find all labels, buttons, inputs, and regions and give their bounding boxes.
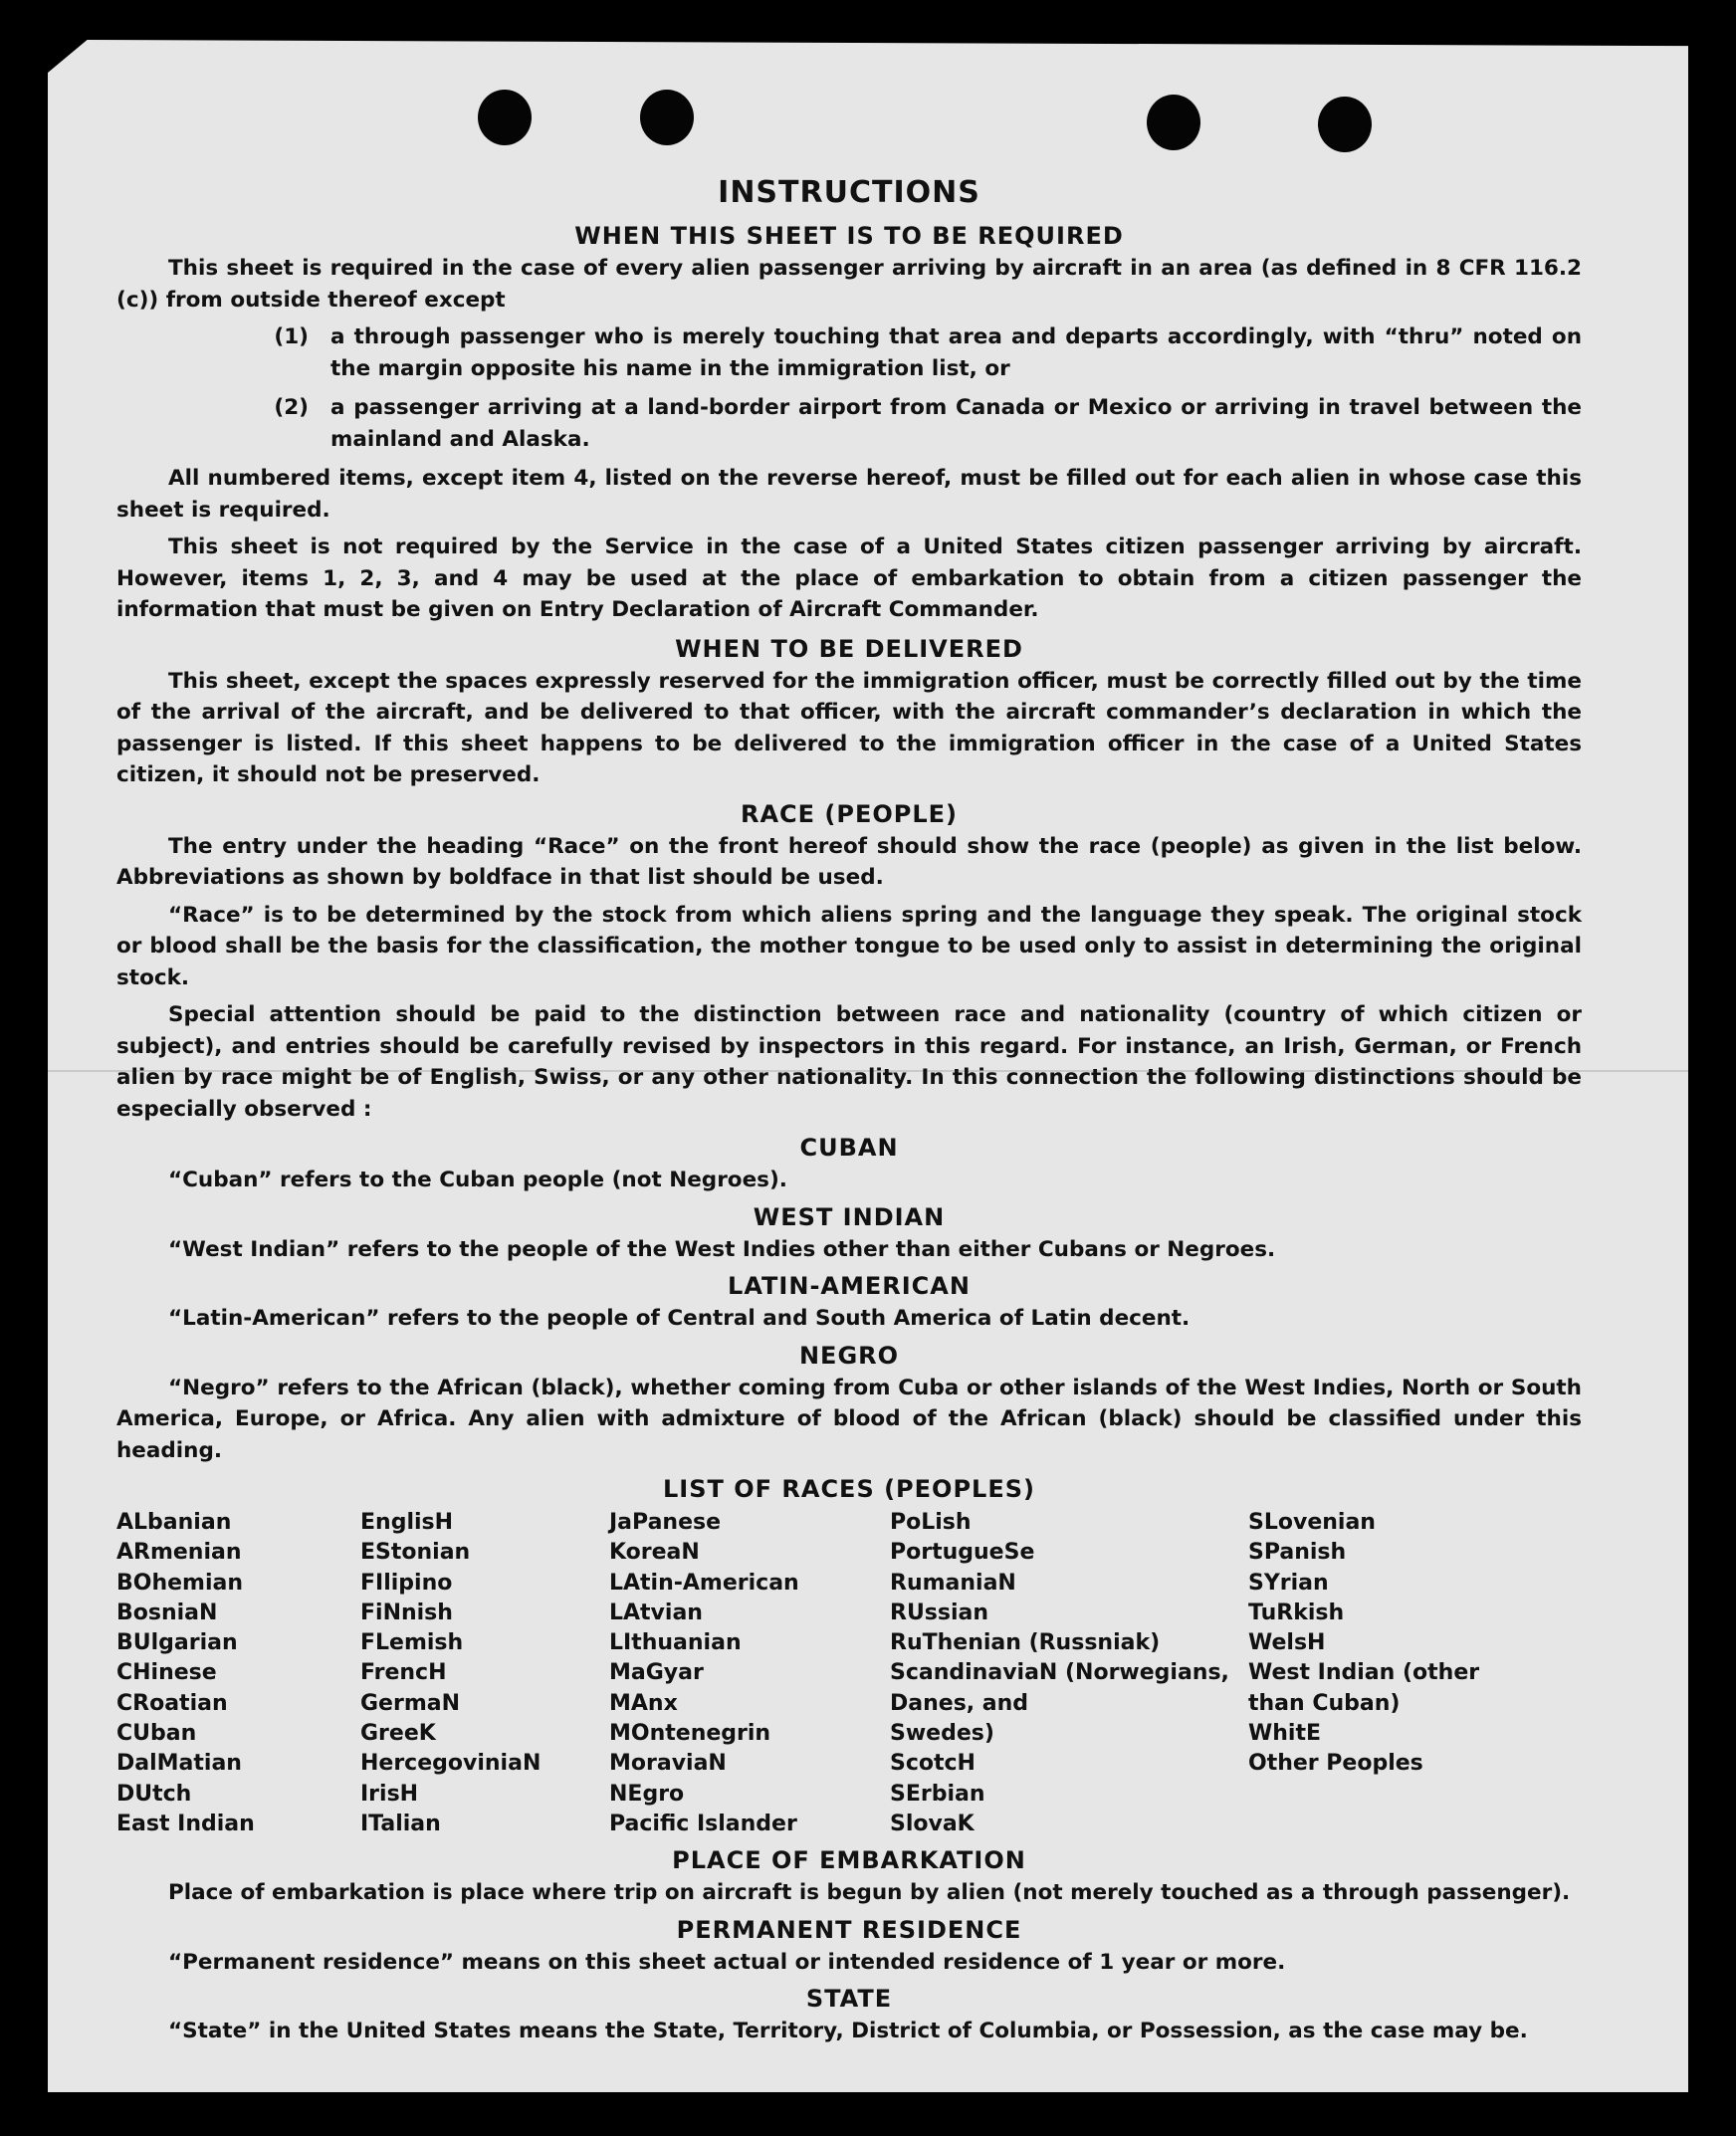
paragraph: The entry under the heading “Race” on the front hereof should show the race (people) as given in the list below. Abbreviations as shown by boldface in that list should be used. bbox=[116, 833, 1582, 890]
heading-latin-american: LATIN-AMERICAN bbox=[728, 1272, 971, 1300]
paragraph: All numbered items, except item 4, listed on the reverse hereof, must be filled out for each alien in whose case this sheet is required. bbox=[116, 466, 1582, 523]
heading-place-of-embarkation: PLACE OF EMBARKATION bbox=[672, 1846, 1026, 1875]
race-entry: MaGyar bbox=[609, 1660, 704, 1686]
race-entry: CUban bbox=[116, 1721, 197, 1747]
race-entry: FiNnish bbox=[360, 1600, 453, 1625]
heading-west-indian: WEST INDIAN bbox=[753, 1202, 946, 1231]
race-entry: SlovaK bbox=[890, 1811, 975, 1836]
race-entry: PoLish bbox=[890, 1510, 972, 1535]
race-entry: CHinese bbox=[116, 1660, 217, 1686]
paragraph: This sheet is not required by the Service in the case of a United States citizen passenger arriving by aircraft. However, items 1, 2, 3, and 4 may be used at the place of embarkation to obtain from a citizen passenger the information that must be given on Entry Declaration of Aircraft Commander. bbox=[116, 534, 1582, 622]
races-column bbox=[609, 1508, 890, 1839]
race-entry: MoraviaN bbox=[609, 1751, 727, 1777]
race-entry: West Indian (other bbox=[1248, 1660, 1480, 1686]
race-entry: NEgro bbox=[609, 1781, 685, 1807]
race-entry: WhitE bbox=[1248, 1721, 1322, 1747]
race-entry: Pacific Islander bbox=[609, 1811, 797, 1836]
race-entry: GermaN bbox=[360, 1690, 461, 1716]
heading-state: STATE bbox=[805, 1985, 893, 2014]
list-item bbox=[116, 392, 1582, 455]
race-entry: BUlgarian bbox=[116, 1630, 238, 1656]
race-entry: WelsH bbox=[1248, 1630, 1326, 1656]
punch-hole bbox=[478, 90, 532, 145]
heading-when-required: WHEN THIS SHEET IS TO BE REQUIRED bbox=[574, 222, 1124, 250]
race-entry: BOhemian bbox=[116, 1570, 244, 1596]
race-entry: East Indian bbox=[116, 1811, 255, 1836]
race-entry: SLovenian bbox=[1248, 1510, 1376, 1535]
race-entry: ScotcH bbox=[890, 1751, 976, 1777]
paragraph: This sheet, except the spaces expressly reserved for the immigration officer, must be correctly filled out by the time of the arrival of the aircraft, and be delivered to that officer, with the aircraft commander’s declaration in which the passenger is listed. If this sheet happens to be delivered to the immigration officer in the case of a United States citizen, it should not be preserved. bbox=[116, 668, 1582, 787]
race-entry: ALbanian bbox=[116, 1510, 232, 1535]
race-entry: LIthuanian bbox=[609, 1630, 742, 1656]
paragraph: Special attention should be paid to the distinction between race and nationality (country of which citizen or subject), and entries should be carefully revised by inspectors in this regard. For instance, an Irish, German, or French alien by race might be of English, Swiss, or any other nationality. In this connection the following distinctions should be especially observed : bbox=[116, 1002, 1582, 1122]
race-entry: FIlipino bbox=[360, 1570, 453, 1596]
race-entry: KoreaN bbox=[609, 1540, 700, 1566]
race-entry: RuThenian (Russniak) bbox=[890, 1630, 1161, 1656]
race-entry: CRoatian bbox=[116, 1690, 228, 1716]
item-number: (1) bbox=[274, 324, 309, 349]
item-text: a through passenger who is merely touching that area and departs accordingly, with “thru” noted on the margin opposite his name in the immigration list, or bbox=[330, 324, 1582, 381]
paragraph: “Negro” refers to the African (black), whether coming from Cuba or other islands of the West Indies, North or South America, Europe, or Africa. Any alien with admixture of blood of the African (black) should be classified under this heading. bbox=[116, 1375, 1582, 1463]
races-list bbox=[116, 1508, 1582, 1839]
paragraph: “Race” is to be determined by the stock from which aliens spring and the language they speak. The original stock or blood shall be the basis for the classification, the mother tongue to be used only to assist in determining the original stock. bbox=[116, 902, 1582, 990]
race-entry: SPanish bbox=[1248, 1540, 1347, 1566]
race-entry: FLemish bbox=[360, 1630, 464, 1656]
heading-list-of-races: LIST OF RACES (PEOPLES) bbox=[663, 1475, 1035, 1503]
races-column bbox=[1248, 1508, 1582, 1839]
race-entry: JaPanese bbox=[609, 1510, 722, 1535]
race-entry: LAtvian bbox=[609, 1600, 703, 1625]
race-entry: Danes, and bbox=[890, 1690, 1029, 1716]
race-entry: Swedes) bbox=[890, 1721, 994, 1747]
race-entry: EStonian bbox=[360, 1540, 471, 1566]
paragraph: “Cuban” refers to the Cuban people (not Negroes). bbox=[168, 1168, 787, 1192]
race-entry: PortugueSe bbox=[890, 1540, 1035, 1566]
item-number: (2) bbox=[274, 395, 309, 420]
race-entry: ScandinaviaN (Norwegians, bbox=[890, 1660, 1229, 1686]
race-entry: SYrian bbox=[1248, 1570, 1329, 1596]
heading-permanent-residence: PERMANENT RESIDENCE bbox=[676, 1915, 1022, 1944]
list-item bbox=[116, 321, 1582, 384]
races-column bbox=[890, 1508, 1248, 1839]
paragraph: “Latin-American” refers to the people of Central and South America of Latin decent. bbox=[168, 1306, 1191, 1331]
heading-race: RACE (PEOPLE) bbox=[740, 799, 959, 828]
heading-cuban: CUBAN bbox=[799, 1134, 899, 1162]
instructions-content bbox=[116, 139, 1582, 2051]
race-entry: RUssian bbox=[890, 1600, 989, 1625]
paragraph: Place of embarkation is place where trip on aircraft is begun by alien (not merely touched as a through passenger). bbox=[168, 1880, 1571, 1906]
page-title: INSTRUCTIONS bbox=[718, 175, 980, 210]
race-entry: than Cuban) bbox=[1248, 1690, 1401, 1716]
race-entry: DalMatian bbox=[116, 1751, 242, 1777]
race-entry: GreeK bbox=[360, 1721, 436, 1747]
punch-hole bbox=[640, 90, 694, 145]
paragraph: This sheet is required in the case of every alien passenger arriving by aircraft in an area (as defined in 8 CFR 116.2 (c)) from outside thereof except bbox=[116, 256, 1582, 313]
race-entry: LAtin-American bbox=[609, 1570, 799, 1596]
race-entry: ITalian bbox=[360, 1811, 441, 1836]
race-entry: EnglisH bbox=[360, 1510, 454, 1535]
race-entry: SErbian bbox=[890, 1781, 985, 1807]
paragraph: “State” in the United States means the State, Territory, District of Columbia, or Possession, as the case may be. bbox=[168, 2019, 1528, 2044]
heading-negro: NEGRO bbox=[798, 1341, 900, 1370]
race-entry: ARmenian bbox=[116, 1540, 242, 1566]
race-entry: Other Peoples bbox=[1248, 1751, 1423, 1777]
race-entry: FrencH bbox=[360, 1660, 447, 1686]
race-entry: BosniaN bbox=[116, 1600, 218, 1625]
race-entry: IrisH bbox=[360, 1781, 419, 1807]
race-entry: MOntenegrin bbox=[609, 1721, 771, 1747]
paragraph: “West Indian” refers to the people of the West Indies other than either Cubans or Negroes. bbox=[168, 1236, 1276, 1262]
item-text: a passenger arriving at a land-border airport from Canada or Mexico or arriving in travel between the mainland and Alaska. bbox=[330, 395, 1582, 452]
races-column bbox=[360, 1508, 609, 1839]
race-entry: MAnx bbox=[609, 1690, 678, 1716]
race-entry: HercegoviniaN bbox=[360, 1751, 542, 1777]
races-column bbox=[116, 1508, 360, 1839]
race-entry: DUtch bbox=[116, 1781, 192, 1807]
race-entry: TuRkish bbox=[1248, 1600, 1345, 1625]
heading-when-delivered: WHEN TO BE DELIVERED bbox=[675, 634, 1023, 663]
paragraph: “Permanent residence” means on this sheet actual or intended residence of 1 year or more. bbox=[168, 1949, 1286, 1975]
race-entry: RumaniaN bbox=[890, 1570, 1016, 1596]
